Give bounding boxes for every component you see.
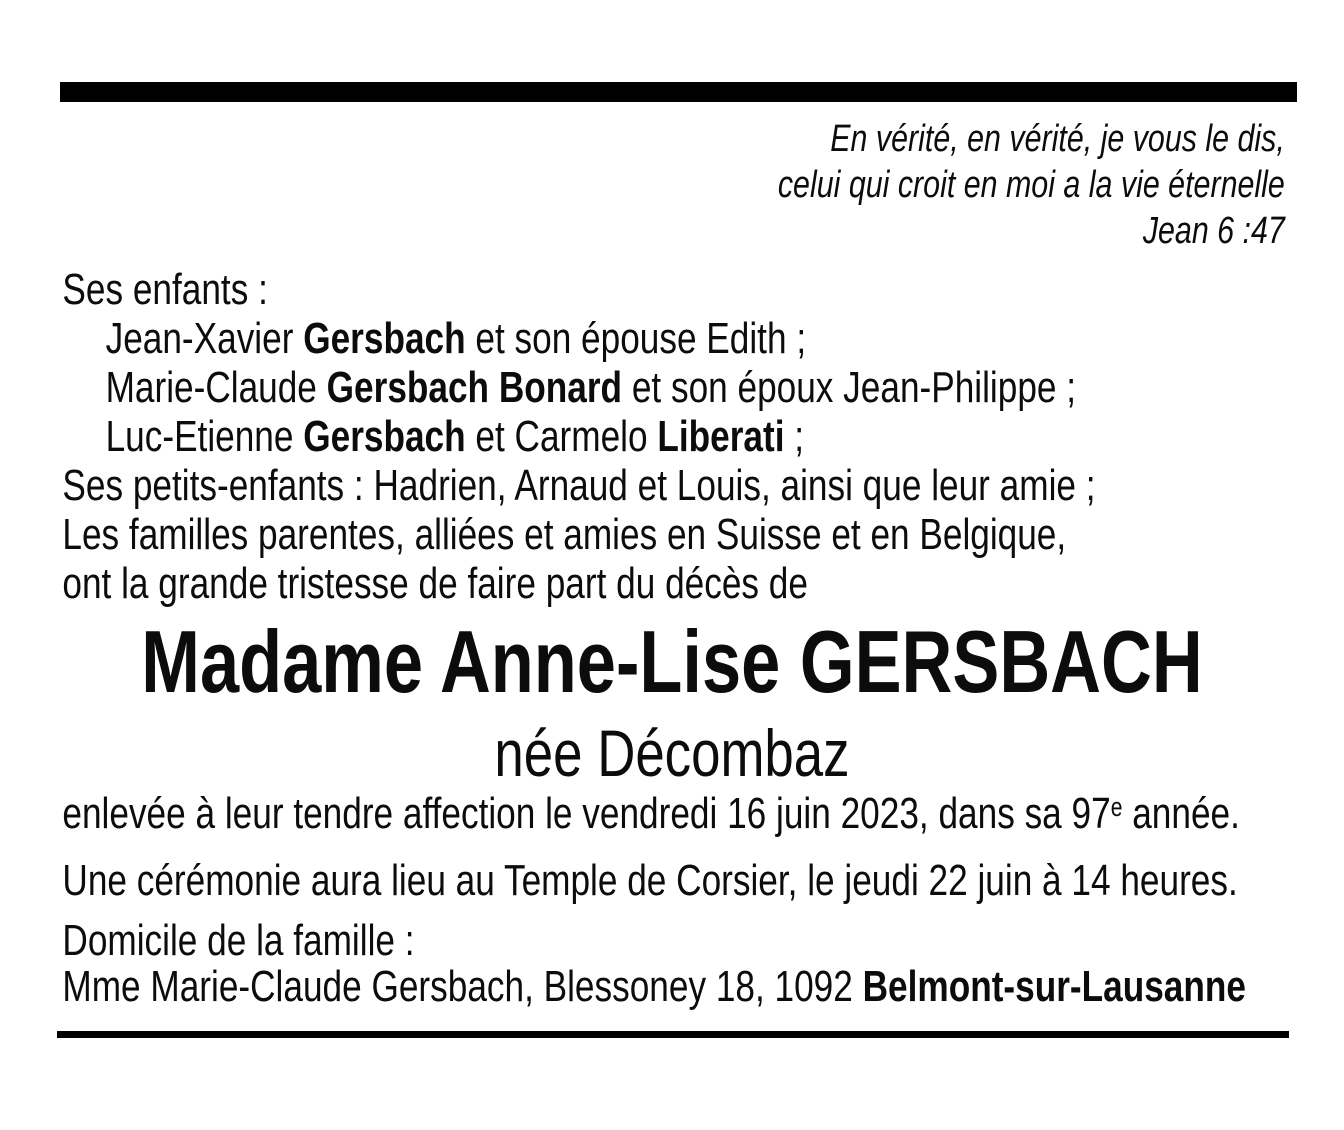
relatives-line: Les familles parentes, alliées et amies en Suisse et en Belgique, <box>62 510 1067 559</box>
maiden-name: née Décombaz <box>494 716 850 790</box>
child-line-2 <box>62 363 1095 412</box>
child-3-end: ; <box>784 412 805 461</box>
child-3-partner-surname: Liberati <box>657 412 785 461</box>
announcement-line: ont la grande tristesse de faire part du décès de <box>62 559 808 608</box>
domicile-block <box>62 918 1246 1010</box>
bible-quote-reference: Jean 6 :47 <box>1142 210 1285 252</box>
bible-quote-line-1: En vérité, en vérité, je vous le dis, <box>830 118 1285 160</box>
deceased-name: Madame Anne-Lise GERSBACH <box>141 612 1203 711</box>
domicile-label: Domicile de la famille : <box>62 916 415 965</box>
address-city: Belmont-sur-Lausanne <box>862 962 1246 1011</box>
bottom-rule <box>57 1031 1289 1038</box>
child-1-text: Jean-Xavier <box>105 314 304 363</box>
child-3-partner-text: et Carmelo <box>465 412 658 461</box>
bible-quote-line-2: celui qui croit en moi a la vie éternelle <box>777 164 1285 206</box>
children-intro: Ses enfants : <box>62 265 268 314</box>
ceremony-line: Une cérémonie aura lieu au Temple de Corsier, le jeudi 22 juin à 14 heures. <box>62 856 1238 905</box>
family-list <box>62 265 1095 608</box>
child-2-text: Marie-Claude <box>105 363 327 412</box>
child-line-1 <box>62 314 1095 363</box>
grandchildren-line: Ses petits-enfants : Hadrien, Arnaud et Louis, ainsi que leur amie ; <box>62 461 1096 510</box>
passing-end: année. <box>1122 789 1240 838</box>
child-3-text: Luc-Etienne <box>105 412 304 461</box>
passing-line <box>62 789 1239 838</box>
child-1-spouse: et son épouse Edith ; <box>465 314 807 363</box>
child-2-spouse: et son époux Jean-Philippe ; <box>622 363 1077 412</box>
child-line-3 <box>62 412 1095 461</box>
passing-text: enlevée à leur tendre affection le vendredi 16 juin 2023, dans sa 97 <box>62 789 1111 838</box>
child-3-surname: Gersbach <box>303 412 466 461</box>
child-2-surname: Gersbach Bonard <box>326 363 623 412</box>
address-text: Mme Marie-Claude Gersbach, Blessoney 18, 1092 <box>62 962 863 1011</box>
domicile-address <box>62 964 1246 1010</box>
bible-quote <box>0 116 1285 254</box>
child-1-surname: Gersbach <box>303 314 466 363</box>
ordinal-superscript: e <box>1110 792 1123 823</box>
